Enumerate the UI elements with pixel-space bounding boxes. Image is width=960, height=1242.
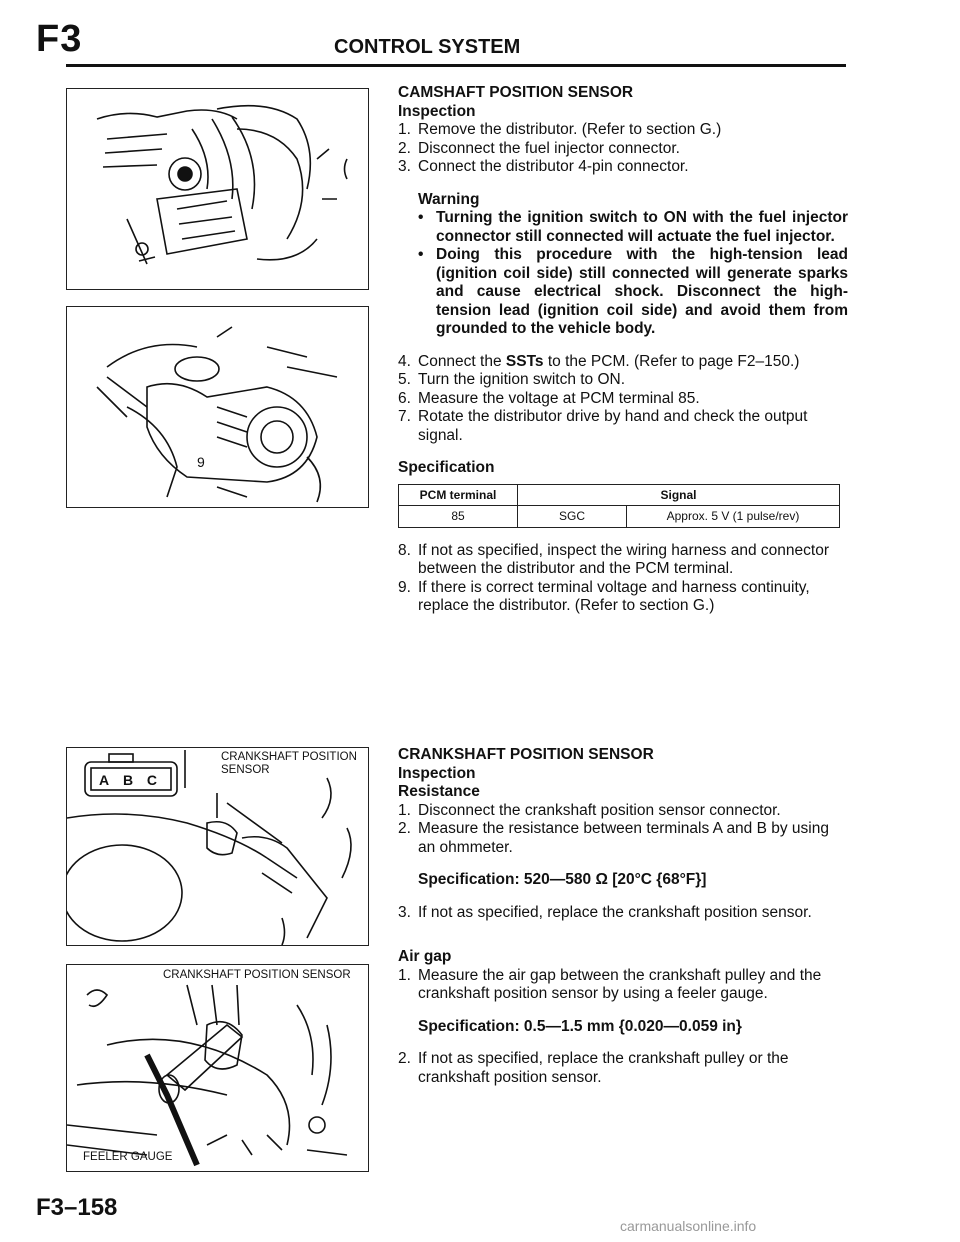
table-row (399, 506, 840, 528)
air-gap-sensor-label: CRANKSHAFT POSITION SENSOR (163, 969, 351, 981)
page-number: F3–158 (36, 1194, 118, 1221)
header-rule (66, 64, 846, 67)
table-cell: 85 (399, 506, 518, 528)
step: 1. Measure the air gap between the crankshaft pulley and the crankshaft position sensor by using a feeler gauge. (398, 966, 822, 1002)
figure-air-gap (66, 964, 369, 1172)
page-title: CONTROL SYSTEM (334, 36, 521, 58)
crankshaft-title: CRANKSHAFT POSITION SENSOR (398, 746, 654, 763)
crankshaft-subtitle: Inspection (398, 764, 476, 782)
camshaft-subtitle: Inspection (398, 102, 476, 120)
step: 5. Turn the ignition switch to ON. (398, 371, 626, 388)
table-cell: SGC (518, 506, 627, 528)
step: 6. Measure the voltage at PCM terminal 85. (398, 389, 700, 407)
step: 7. Rotate the distributor drive by hand and check the output signal. (398, 408, 808, 444)
step: 3. If not as specified, replace the crankshaft position sensor. (398, 903, 812, 921)
connector-pin-a: A (99, 772, 110, 788)
svg-text:9: 9 (197, 454, 205, 470)
section-code: F3 (36, 18, 83, 60)
step: 1. Disconnect the crankshaft position sensor connector. (398, 801, 781, 819)
watermark: carmanualsonline.info (620, 1218, 757, 1234)
air-gap-title: Air gap (398, 948, 452, 965)
connector-pin-b: B (122, 772, 134, 788)
warning-item: • Turning the ignition switch to ON with the fuel injector connector still connected will actuate the fuel injector. (418, 209, 848, 245)
warning-title: Warning (418, 190, 480, 208)
camshaft-section (398, 84, 848, 616)
resistance-spec: Specification: 520—580 Ω [20°C {68°F}] (418, 871, 707, 888)
crank-sensor-label: CRANKSHAFT POSITION SENSOR (221, 751, 357, 776)
spec-title: Specification (398, 459, 495, 476)
table-header-pcm-terminal: PCM terminal (399, 484, 518, 506)
feeler-gauge-label: FEELER GAUGE (83, 1151, 173, 1163)
table-cell: Approx. 5 V (1 pulse/rev) (627, 506, 840, 528)
step: 1. Remove the distributor. (Refer to section G.) (398, 121, 722, 138)
figure-crank-sensor (66, 747, 369, 946)
figure-sst-connection (66, 306, 369, 508)
figure-distributor (66, 88, 369, 290)
warning-block (418, 191, 848, 339)
step: 2. Disconnect the fuel injector connector. (398, 139, 680, 157)
step: 8. If not as specified, inspect the wiring harness and connector between the distributor and the PCM terminal. (398, 541, 829, 577)
table-header-signal: Signal (518, 484, 840, 506)
air-gap-spec: Specification: 0.5—1.5 mm {0.020—0.059 in} (418, 1017, 742, 1035)
crankshaft-subtitle-resistance: Resistance (398, 783, 480, 800)
step: 2. If not as specified, replace the crankshaft pulley or the crankshaft position sensor. (398, 1050, 789, 1086)
step: 9. If there is correct terminal voltage and harness continuity, replace the distributor. (Refer to section G.) (398, 578, 810, 614)
warning-item: • Doing this procedure with the high-tension lead (ignition coil side) still connected will generate sparks and cause electrical shock. Disconnect the high-tension lead (ignition coil side) and avoid them from grounded to the vehicle body. (418, 246, 848, 337)
crankshaft-section (398, 746, 848, 1087)
camshaft-title: CAMSHAFT POSITION SENSOR (398, 84, 634, 101)
step: 2. Measure the resistance between terminals A and B by using an ohmmeter. (398, 820, 829, 856)
step: 3. Connect the distributor 4-pin connector. (398, 158, 689, 175)
connector-pin-c: C (146, 772, 157, 788)
spec-table (398, 484, 840, 528)
step: 4. Connect the SSTs to the PCM. (Refer to page F2–150.) (398, 352, 800, 370)
